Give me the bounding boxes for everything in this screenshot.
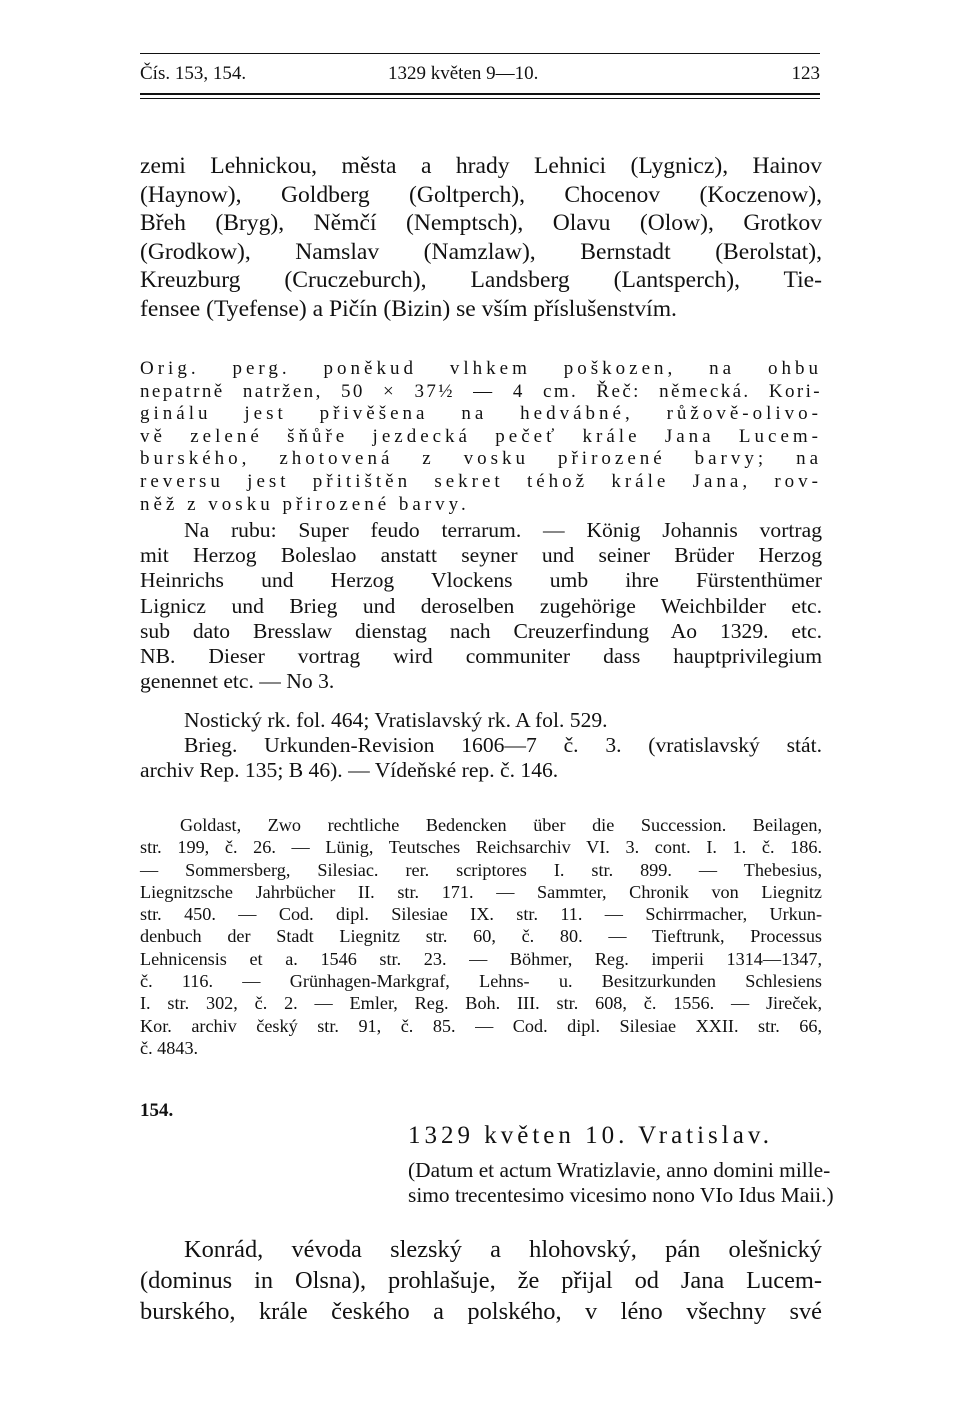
text-line: Orig. perg. poněkud vlhkem poškozen, na ohbu [140, 358, 822, 379]
page-number: 123 [791, 63, 820, 84]
text-line: vě zelené šňůře jezdecká pečeť krále Jana Lucem- [140, 425, 822, 447]
text-line: burského, krále českého a polského, v léno všechny své [140, 1298, 822, 1325]
text-line: fensee (Tyefense) a Pičín (Bizin) se vším příslušenstvím. [140, 295, 677, 322]
text-line: genennet etc. — No 3. [140, 669, 335, 694]
text-line: str. 199, č. 26. — Lünig, Teutsches Reichsarchiv VI. 3. cont. I. 1. č. 186. [140, 837, 822, 858]
original-description [140, 358, 822, 516]
text-line: Brieg. Urkunden-Revision 1606—7 č. 3. (vratislavský stát. [184, 733, 822, 758]
text-line: Liegnitzsche Jahrbücher II. str. 171. — Sammter, Chronik von Liegnitz [140, 881, 822, 902]
text-line: Kreuzburg (Cruczeburch), Landsberg (Lantsperch), Tie- [140, 267, 822, 294]
text-line: č. 116. — Grünhagen-Markgraf, Lehns- u. Besitzurkunden Schlesiens [140, 971, 822, 992]
text-line: reversu jest přitištěn sekret téhož krále Jana, rov- [140, 470, 822, 492]
latin-dating-clause [408, 1158, 834, 1208]
text-line: Lignicz und Brieg und deroselben zugehörige Weichbilder etc. [140, 593, 822, 618]
document-date-place: 1329 květen 10. Vratislav. [408, 1122, 773, 1149]
regest-text [140, 1234, 822, 1327]
text-line: (dominus in Olsna), prohlašuje, že přijal od Jana Lucem- [140, 1267, 822, 1294]
text-line: simo trecentesimo vicesimo nono VIo Idus Maii.) [408, 1183, 834, 1207]
text-line: Břeh (Bryg), Němčí (Nemptsch), Olavu (Olow), Grotkov [140, 210, 822, 237]
text-line: nepatrně natržen, 50 × 37½ — 4 cm. Řeč: německá. Kori- [140, 380, 822, 402]
dorsal-note [140, 518, 822, 694]
text-line: Heinrichs und Herzog Vlockens umb ihre Fürstenthümer [140, 568, 822, 593]
text-line: ginálu jest přivěšena na hedvábné, růžově-olivo- [140, 403, 822, 425]
main-text-continuation [140, 152, 822, 324]
text-line: zemi Lehnickou, města a hrady Lehnici (Lygnicz), Hainov [140, 153, 822, 179]
header-rule-bottom-thin [140, 98, 820, 99]
text-line: sub dato Bresslaw dienstag nach Creuzerfindung Ao 1329. etc. [140, 618, 822, 643]
text-line: č. 4843. [140, 1037, 199, 1058]
document-number: 154. [140, 1100, 174, 1121]
running-date: 1329 květen 9—10. [388, 63, 539, 84]
text-line: Kor. archiv český str. 91, č. 85. — Cod. dipl. Silesiae XXII. str. 66, [140, 1015, 822, 1036]
text-line: denbuch der Stadt Liegnitz str. 60, č. 80. — Tieftrunk, Processus [140, 926, 822, 947]
header-rule-bottom-thick [140, 93, 820, 95]
text-line: — Sommersberg, Silesiac. rer. scriptores I. str. 899. — Thebesius, [140, 859, 822, 880]
text-line: burského, zhotovená z vosku přirozené barvy; na [140, 448, 822, 470]
bibliography [140, 814, 822, 1059]
text-line: str. 450. — Cod. dipl. Silesiae IX. str. 11. — Schirrmacher, Urkun- [140, 904, 822, 925]
text-line: I. str. 302, č. 2. — Emler, Reg. Boh. III. str. 608, č. 1556. — Jireček, [140, 993, 822, 1014]
text-line: Na rubu: Super feudo terrarum. — König Johannis vortrag [184, 518, 822, 542]
header-rule-top [140, 53, 820, 54]
text-line: NB. Dieser vortrag wird communiter dass hauptprivilegium [140, 644, 822, 669]
text-line: Nostický rk. fol. 464; Vratislavský rk. A fol. 529. [184, 708, 608, 732]
text-line: Goldast, Zwo rechtliche Bedencken über die Succession. Beilagen, [180, 815, 822, 835]
text-line: Lehnicensis et a. 1546 str. 23. — Böhmer, Reg. imperii 1314—1347, [140, 948, 822, 969]
text-line: (Datum et actum Wratizlavie, anno domini mille- [408, 1158, 831, 1182]
text-line: (Grodkow), Namslav (Namzlaw), Bernstadt (Berolstat), [140, 238, 822, 265]
text-line: archiv Rep. 135; B 46). — Vídeňské rep. č. 146. [140, 758, 559, 783]
text-line: (Haynow), Goldberg (Goltperch), Chocenov (Koczenow), [140, 181, 822, 208]
document-numbers: Čís. 153, 154. [140, 63, 247, 84]
text-line: mit Herzog Boleslao anstatt seyner und seiner Brüder Herzog [140, 543, 822, 568]
text-line: něž z vosku přirozené barvy. [140, 493, 470, 515]
copies-list [140, 708, 822, 784]
text-line: Konrád, vévoda slezský a hlohovský, pán olešnický [184, 1236, 822, 1263]
